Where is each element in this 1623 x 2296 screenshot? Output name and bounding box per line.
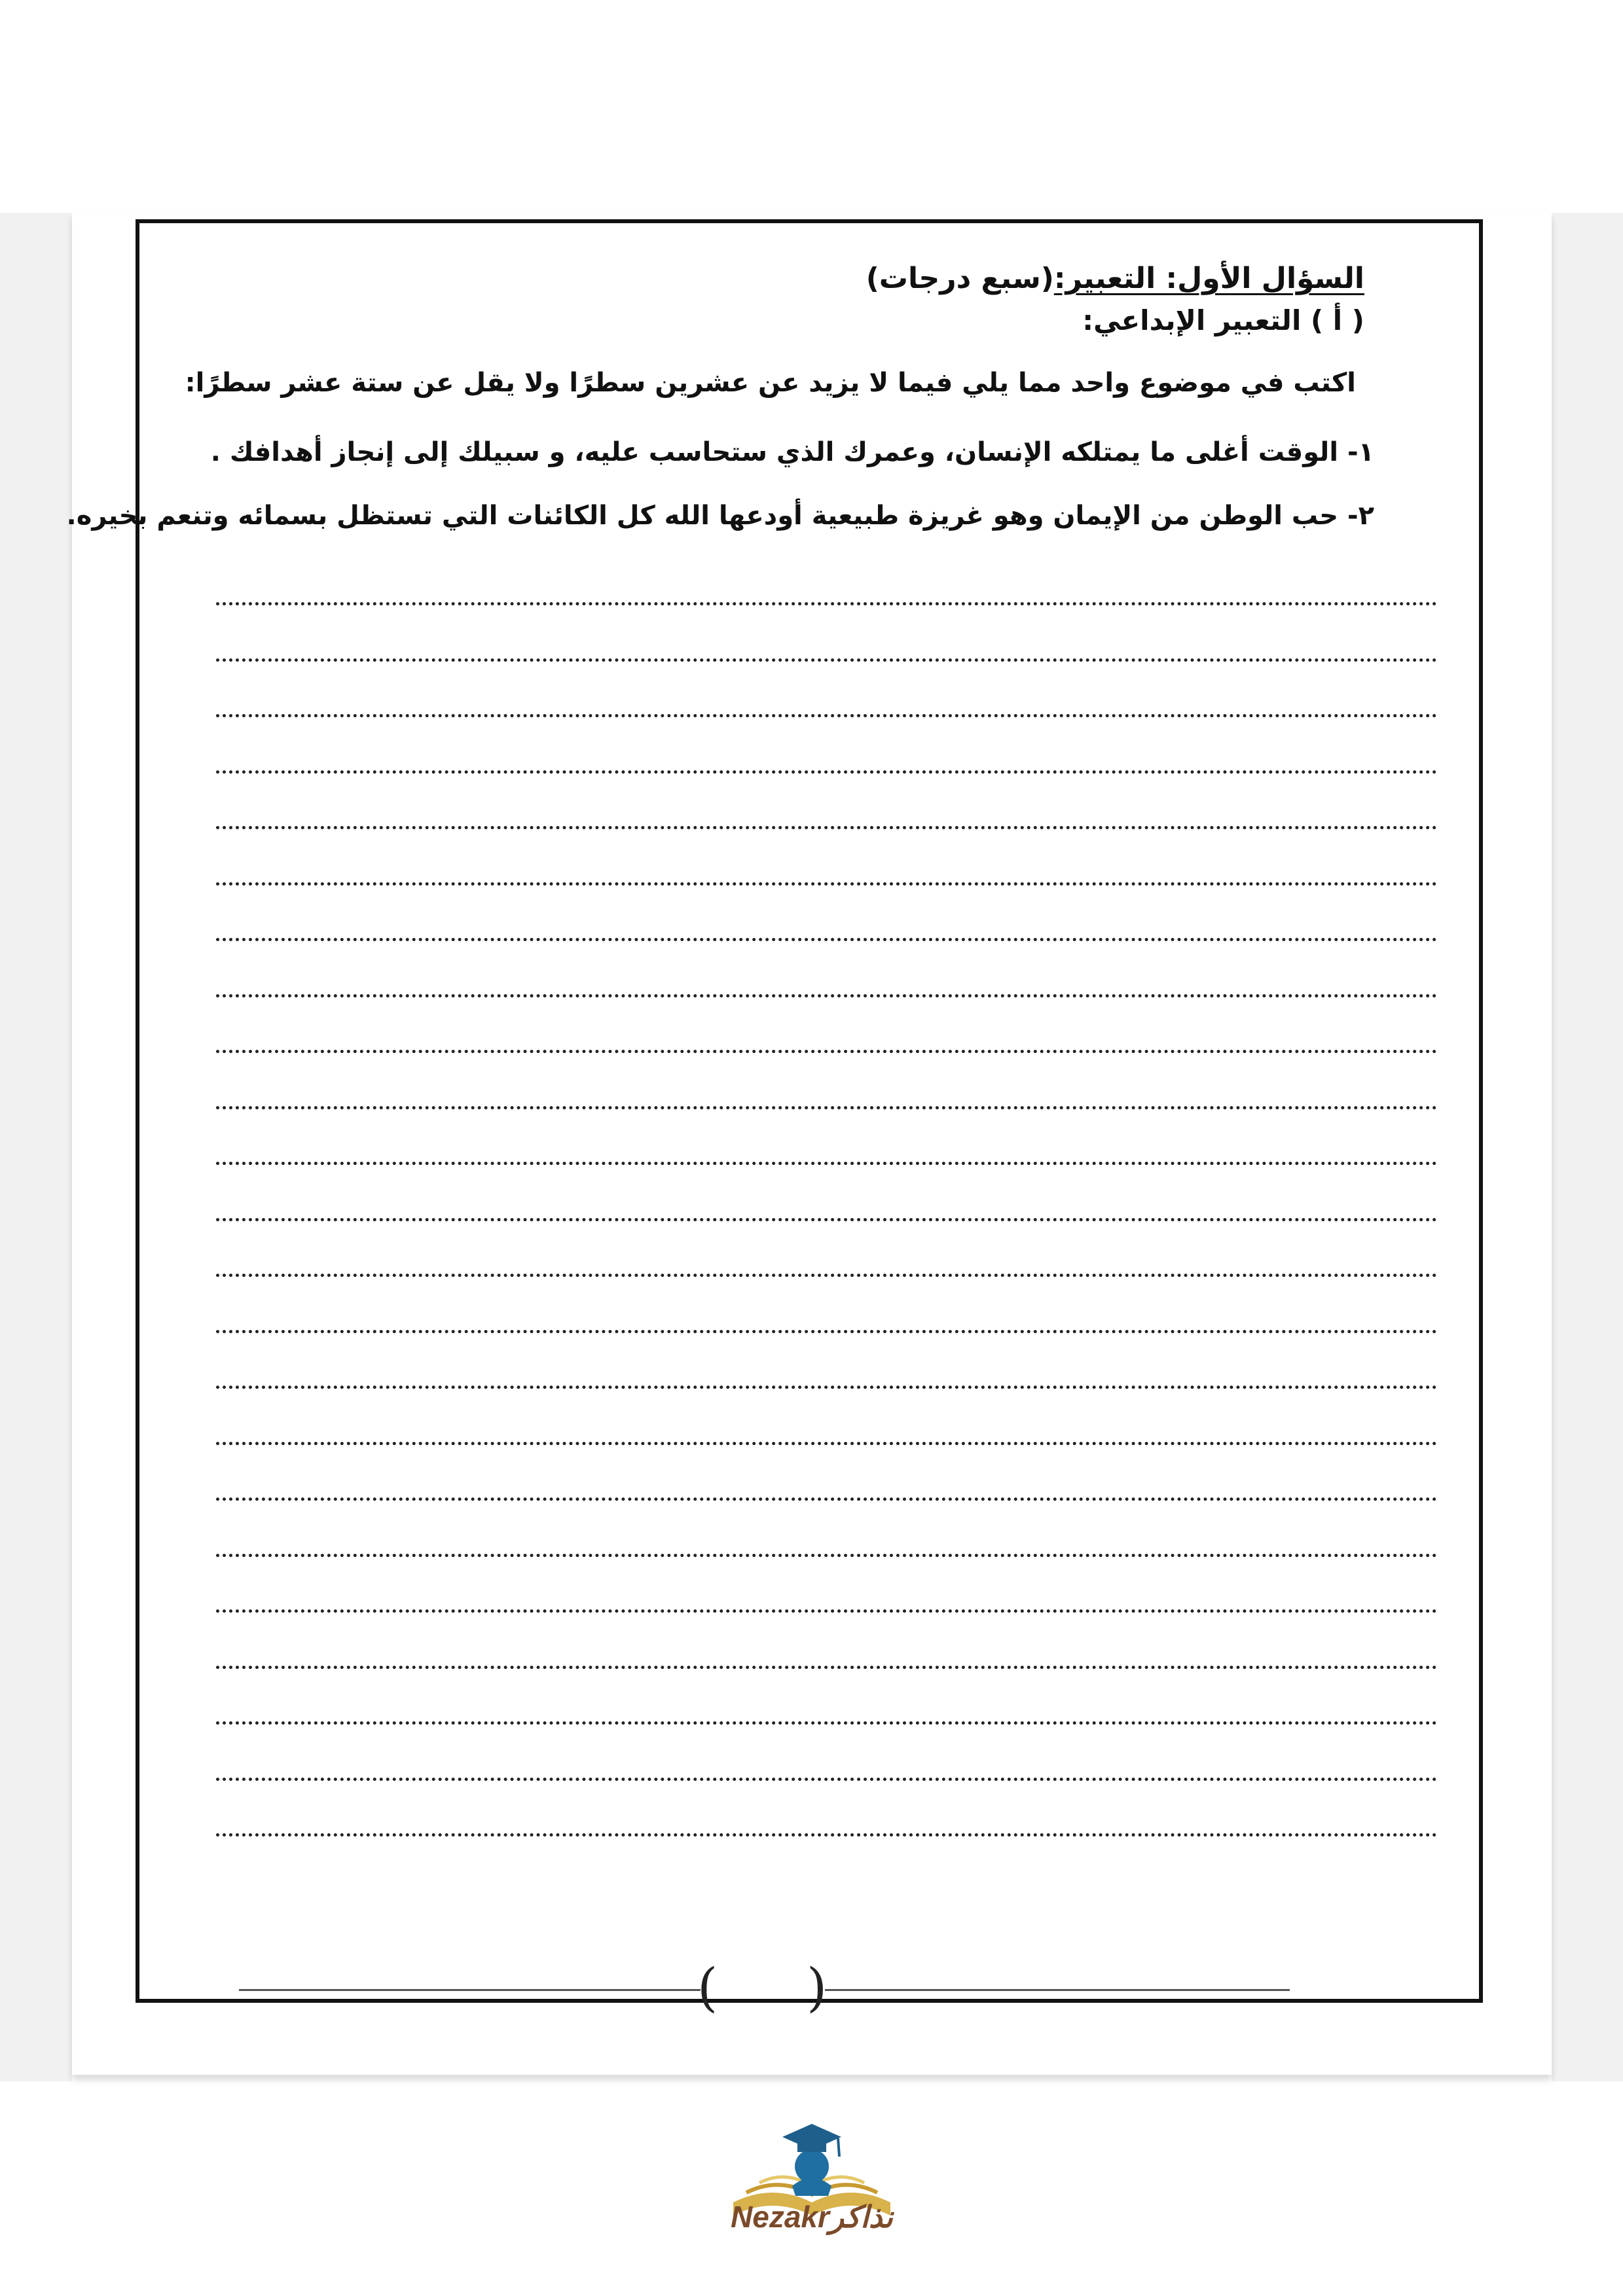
answer-line: [216, 658, 1437, 662]
top-margin: [0, 0, 1623, 213]
answer-line: [216, 1833, 1437, 1837]
answer-line: [216, 882, 1437, 886]
answer-line: [216, 1218, 1437, 1221]
answer-line: [216, 602, 1437, 605]
answer-line: [216, 826, 1437, 829]
topic-item-2: ٢- حب الوطن من الإيمان وهو غريزة طبيعية أودعها الله كل الكائنات التي تستظل بسمائه وتنعم بخيره.: [66, 501, 1374, 531]
instruction-text: اكتب في موضوع واحد مما يلي فيما لا يزيد عن عشرين سطرًا ولا يقل عن ستة عشر سطرًا:: [185, 368, 1356, 398]
grade-rule-right: [825, 1989, 1290, 1991]
grade-rule-left: [239, 1989, 701, 1991]
answer-line: [216, 1162, 1437, 1165]
topic-item-1: ١- الوقت أغلى ما يمتلكه الإنسان، وعمرك الذي ستحاسب عليه، و سبيلك إلى إنجاز أهدافك .: [210, 437, 1374, 467]
answer-line: [216, 1609, 1437, 1613]
viewer-gutter-left: [0, 213, 72, 2081]
viewer-gutter-right: [1552, 213, 1623, 2081]
answer-line: [216, 994, 1437, 997]
subsection-title: ( أ ) التعبير الإبداعي:: [1082, 304, 1364, 336]
answer-line: [216, 770, 1437, 774]
answer-line: [216, 1274, 1437, 1277]
answer-line: [216, 1554, 1437, 1557]
question-title: [866, 262, 1364, 295]
question-title-label: السؤال الأول: التعبير:: [1053, 262, 1364, 295]
answer-line: [216, 1721, 1437, 1725]
answer-line: [216, 714, 1437, 717]
logo-caption: Nezakrنذاكر: [731, 2200, 893, 2234]
grade-bracket-close: ): [807, 1957, 828, 2018]
answer-line: [216, 1442, 1437, 1445]
question-frame: [136, 219, 1483, 2003]
answer-line: [216, 1666, 1437, 1669]
question-grade: (سبع درجات): [866, 262, 1054, 295]
answer-line: [216, 1330, 1437, 1333]
grade-bracket-open: (: [697, 1957, 718, 2018]
answer-line: [216, 1106, 1437, 1109]
answer-line: [216, 1386, 1437, 1389]
answer-line: [216, 1050, 1437, 1053]
answer-line: [216, 1778, 1437, 1781]
answer-line: [216, 938, 1437, 941]
answer-line: [216, 1498, 1437, 1501]
